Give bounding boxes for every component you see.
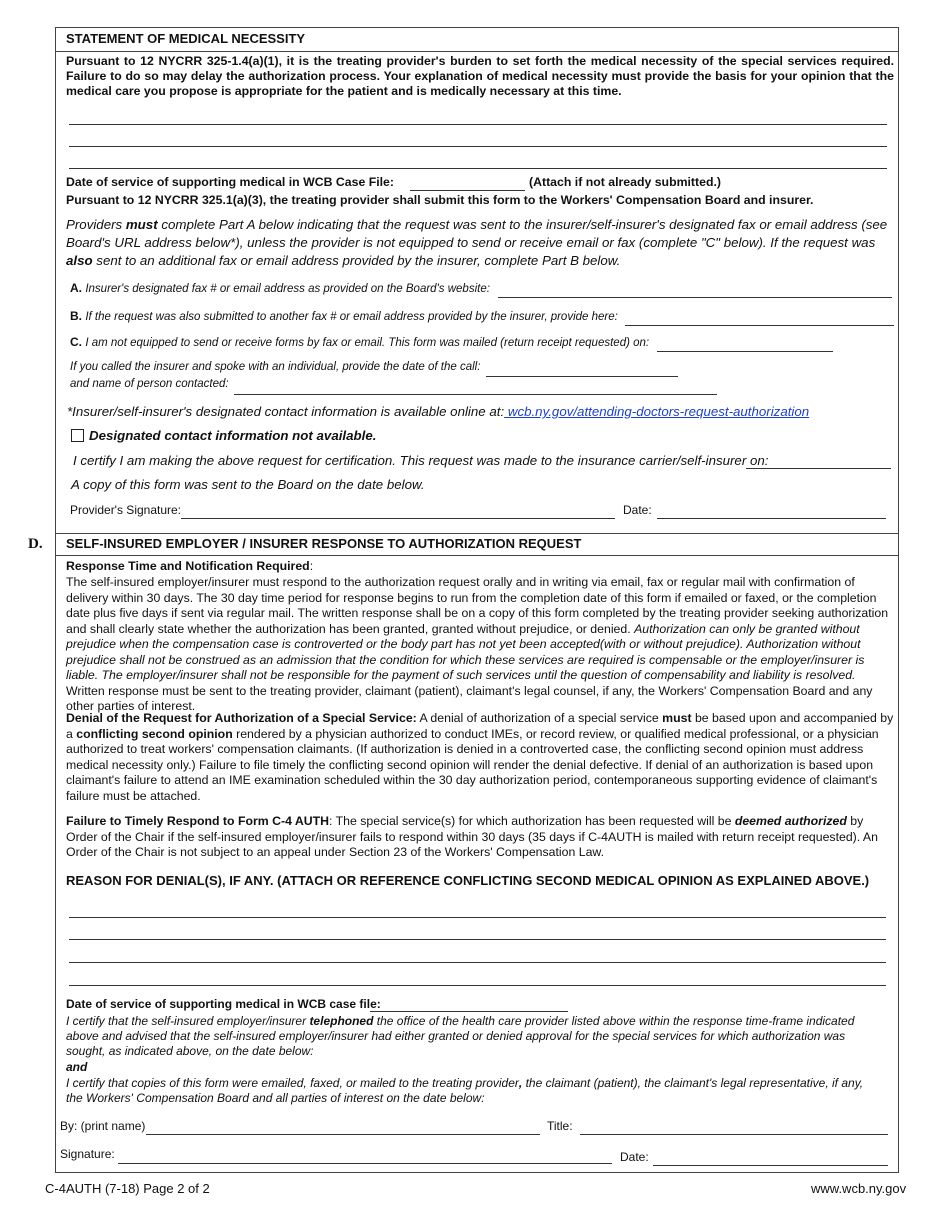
title-label: Title: xyxy=(547,1119,573,1133)
request-date-field[interactable] xyxy=(746,468,891,469)
necessity-line-3[interactable] xyxy=(69,168,887,169)
person-contacted-label: and name of person contacted: xyxy=(70,378,229,390)
section-d-header-divider xyxy=(56,555,899,556)
d-date-field[interactable] xyxy=(653,1165,888,1166)
website-footer: www.wcb.ny.gov xyxy=(811,1181,907,1196)
signature-label: Signature: xyxy=(60,1147,115,1161)
item-a: A. Insurer's designated fax # or email address as provided on the Board's website: xyxy=(70,281,490,295)
failure-to-respond-paragraph: Failure to Timely Respond to Form C-4 AUTH: The special service(s) for which authorization has been requested will be deemed authorized by Order of the Chair if the self-insured employer/insurer fails to respond within 30 days (35 days if C-4AUTH is mailed with return receipt requested). An Order of the Chair is not subject to an appeal under Section 23 of the Workers' Compensation Law. xyxy=(66,814,878,859)
contact-info-note: *Insurer/self-insurer's designated contact information is available online at: wcb.ny.gov/attending-doctors-request-authorization xyxy=(67,404,810,419)
d-date-of-service-label: Date of service of supporting medical in WCB case file: xyxy=(66,997,381,1011)
provider-date-label: Date: xyxy=(623,503,652,517)
called-insurer-label: If you called the insurer and spoke with an individual, provide the date of the call: xyxy=(70,361,481,373)
date-of-service-label: Date of service of supporting medical in WCB Case File: xyxy=(66,175,394,189)
date-of-service-field[interactable] xyxy=(410,190,525,191)
item-b: B. If the request was also submitted to another fax # or email address provided by the insurer, provide here: xyxy=(70,309,618,323)
copy-to-board-text: A copy of this form was sent to the Board on the date below. xyxy=(71,477,425,492)
attach-note: (Attach if not already submitted.) xyxy=(529,175,721,189)
certify-copies-text: I certify that copies of this form were emailed, faxed, or mailed to the treating provider, the claimant (patient), the claimant's legal representative, if any, the Workers' Compensation Board and all parties of interest on the date below: xyxy=(66,1076,864,1105)
medical-necessity-intro: Pursuant to 12 NYCRR 325-1.4(a)(1), it is the treating provider's burden to set forth the medical necessity of the special services required. Failure to do so may delay the authorization process. Your explanation of medical necessity must provide the basis for your opinion that the medical care you propose is appropriate for the patient and is medically necessary at this time. xyxy=(66,54,894,98)
section-c-header: STATEMENT OF MEDICAL NECESSITY xyxy=(66,31,306,46)
insurer-fax-email-field[interactable] xyxy=(498,297,892,298)
call-date-field[interactable] xyxy=(486,376,678,377)
certify-request-text: I certify I am making the above request for certification. This request was made to the insurance carrier/self-insurer on: xyxy=(73,453,769,468)
section-d-header: SELF-INSURED EMPLOYER / INSURER RESPONSE TO AUTHORIZATION REQUEST xyxy=(66,536,582,551)
provider-signature-field[interactable] xyxy=(181,518,615,519)
signature-field[interactable] xyxy=(118,1163,612,1164)
designated-na-label: Designated contact information not available. xyxy=(89,428,377,443)
item-c: C. I am not equipped to send or receive forms by fax or email. This form was mailed (return receipt requested) on: xyxy=(70,335,650,349)
reason-for-denial-heading: REASON FOR DENIAL(S), IF ANY. (ATTACH OR REFERENCE CONFLICTING SECOND MEDICAL OPINION AS EXPLAINED ABOVE.) xyxy=(66,873,870,888)
contact-info-link[interactable]: wcb.ny.gov/attending-doctors-request-authorization xyxy=(504,404,810,419)
mailed-date-field[interactable] xyxy=(657,351,833,352)
form-id-footer: C-4AUTH (7-18) Page 2 of 2 xyxy=(45,1181,210,1196)
provider-signature-label: Provider's Signature: xyxy=(70,503,182,517)
reason-line-1[interactable] xyxy=(69,917,886,918)
response-time-body: The self-insured employer/insurer must respond to the authorization request orally and in writing via email, fax or regular mail with confirmation of delivery within 30 days. The 30 day time period for response begins to run from the completion date of this form if emailed or faxed, or the completion date plus five days if sent via regular mail. The written response shall be on a copy of this form completed by the treating provider seeking authorization and shall clearly state whether the authorization has been granted, granted without prejudice, or denied. Authorization can only be granted without prejudice when the compensation case is controverted or the body part has not yet been accepted(with or without prejudice). Authorization without prejudice shall not be construed as an admission that the condition for which these services are required is compensable or the employer/insurer is liable. The employer/insurer shall not be responsible for the payment of such services until the question of compensability and liability is resolved. Written response must be sent to the treating provider, claimant (patient), claimant's legal counsel, if any, the Workers' Compensation Board and any other parties of interest. xyxy=(66,575,889,713)
section-d-letter: D. xyxy=(28,536,43,552)
person-contacted-field[interactable] xyxy=(234,394,717,395)
designated-na-checkbox[interactable] xyxy=(71,429,84,442)
print-name-field[interactable] xyxy=(146,1134,540,1135)
provider-date-field[interactable] xyxy=(657,518,886,519)
denial-paragraph: Denial of the Request for Authorization of a Special Service: A denial of authorization of a special service must be based upon and accompanied by a conflicting second opinion rendered by a physician authorized to conduct IMEs, or record review, or qualified medical professional, or a physician authorized to treat workers' compensation claimants. (If authorization is denied in a controverted case, the conflicting second opinion must address medical necessity only.) Failure to file timely the conflicting second opinion will render the denial defective. If denial of an authorization is based upon claimant's failure to attend an IME examination scheduled within the 30 day authorization period, contemporaneous supporting evidence of claimant's failure must be attached. xyxy=(66,711,894,803)
section-c-header-divider xyxy=(56,51,899,52)
print-name-label: By: (print name) xyxy=(60,1119,146,1133)
providers-instructions: Providers must complete Part A below indicating that the request was sent to the insurer/self-insurer's designated fax or email address (see Board's URL address below*), unless the provider is not equipped to send or receive email or fax (complete "C" below). If the request was also sent to an additional fax or email address provided by the insurer, complete Part B below. xyxy=(66,217,888,268)
d-date-label: Date: xyxy=(620,1150,649,1164)
necessity-line-2[interactable] xyxy=(69,146,887,147)
additional-fax-email-field[interactable] xyxy=(625,325,894,326)
reason-line-4[interactable] xyxy=(69,985,886,986)
submit-note: Pursuant to 12 NYCRR 325.1(a)(3), the treating provider shall submit this form to the Workers' Compensation Board and insurer. xyxy=(66,193,814,207)
necessity-line-1[interactable] xyxy=(69,124,887,125)
reason-line-3[interactable] xyxy=(69,962,886,963)
section-d-top-divider xyxy=(56,533,899,534)
certify-telephoned-text: I certify that the self-insured employer/insurer telephoned the office of the health care provider listed above within the response time-frame indicated above and advised that the self-insured employer/insurer had either granted or denied approval for the special services for which authorization was sought, as indicated above, on the date below: xyxy=(66,1014,855,1058)
reason-line-2[interactable] xyxy=(69,939,886,940)
d-date-of-service-field[interactable] xyxy=(370,1011,568,1012)
and-word: and xyxy=(66,1060,88,1074)
response-time-heading: Response Time and Notification Required: xyxy=(66,559,314,573)
title-field[interactable] xyxy=(580,1134,888,1135)
